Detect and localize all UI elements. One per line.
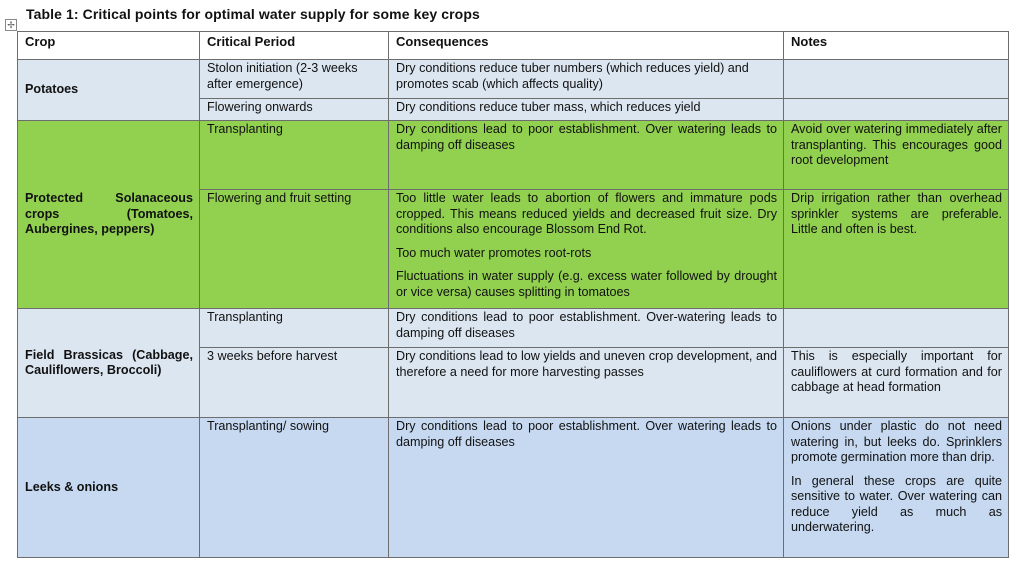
crop-solanaceous-text: Protected Solanaceous crops (Tomatoes, Aubergines, peppers) <box>25 191 193 237</box>
crop-brassicas-text: Field Brassicas (Cabbage, Cauliflowers, Broccoli) <box>25 347 193 377</box>
consequences-cell <box>389 190 784 309</box>
consequences-cell: Dry conditions reduce tuber numbers (which reduces yield) and promotes scab (which affects quality) <box>389 60 784 99</box>
notes-text: This is especially important for cauliflowers at curd formation and for cabbage at head formation <box>791 349 1002 394</box>
table-row <box>18 121 1009 190</box>
notes-cell <box>784 99 1009 121</box>
period-cell: Flowering and fruit setting <box>200 190 389 309</box>
notes-text: Drip irrigation rather than overhead sprinkler systems are preferable. Little and often is best. <box>791 191 1002 236</box>
notes-cell <box>784 60 1009 99</box>
notes-text: Onions under plastic do not need watering in, but leeks do. Sprinklers promote germination more than drip. <box>791 419 1002 464</box>
critical-points-table <box>17 31 1009 558</box>
notes-text: Avoid over watering immediately after transplanting. This encourages good root development <box>791 122 1002 167</box>
table-title: Table 1: Critical points for optimal water supply for some key crops <box>26 6 480 22</box>
crop-solanaceous <box>18 121 200 309</box>
crop-potatoes: Potatoes <box>18 60 200 121</box>
consequences-text: Dry conditions lead to poor establishment. Over watering leads to damping off diseases <box>396 419 777 449</box>
table-row <box>18 60 1009 99</box>
notes-cell <box>784 348 1009 418</box>
notes-cell <box>784 190 1009 309</box>
table-row <box>18 418 1009 558</box>
consequences-cell <box>389 348 784 418</box>
period-cell: Stolon initiation (2-3 weeks after emergence) <box>200 60 389 99</box>
notes-cell <box>784 418 1009 558</box>
period-cell: Transplanting <box>200 121 389 190</box>
header-crop: Crop <box>18 32 200 60</box>
consequences-cell <box>389 309 784 348</box>
table-header-row <box>18 32 1009 60</box>
consequences-text: Dry conditions lead to poor establishment. Over-watering leads to damping off diseases <box>396 310 777 340</box>
notes-cell <box>784 121 1009 190</box>
consequences-cell: Dry conditions reduce tuber mass, which reduces yield <box>389 99 784 121</box>
crop-brassicas <box>18 309 200 418</box>
crop-leeks-onions: Leeks & onions <box>18 418 200 558</box>
consequences-text: Too much water promotes root-rots <box>396 245 592 260</box>
notes-text: In general these crops are quite sensitive to water. Over watering can reduce yield as much as underwatering. <box>791 473 1002 534</box>
consequences-cell <box>389 418 784 558</box>
consequences-text: Dry conditions lead to poor establishment. Over watering leads to damping off diseases <box>396 122 777 152</box>
header-critical-period: Critical Period <box>200 32 389 60</box>
table-move-handle-icon[interactable]: ✢ <box>5 19 17 31</box>
consequences-text: Dry conditions lead to low yields and uneven crop development, and therefore a need for more harvesting passes <box>396 349 777 379</box>
table-row <box>18 309 1009 348</box>
consequences-text: Fluctuations in water supply (e.g. excess water followed by drought or vice versa) causes splitting in tomatoes <box>396 269 777 299</box>
period-cell: Flowering onwards <box>200 99 389 121</box>
period-cell: Transplanting <box>200 309 389 348</box>
consequences-cell <box>389 121 784 190</box>
header-consequences: Consequences <box>389 32 784 60</box>
notes-cell <box>784 309 1009 348</box>
consequences-text: Too little water leads to abortion of flowers and immature pods cropped. This means reduced yields and decreased fruit size. Dry conditions also encourage Blossom End Rot. <box>396 191 777 236</box>
period-cell: Transplanting/ sowing <box>200 418 389 558</box>
period-cell: 3 weeks before harvest <box>200 348 389 418</box>
header-notes: Notes <box>784 32 1009 60</box>
